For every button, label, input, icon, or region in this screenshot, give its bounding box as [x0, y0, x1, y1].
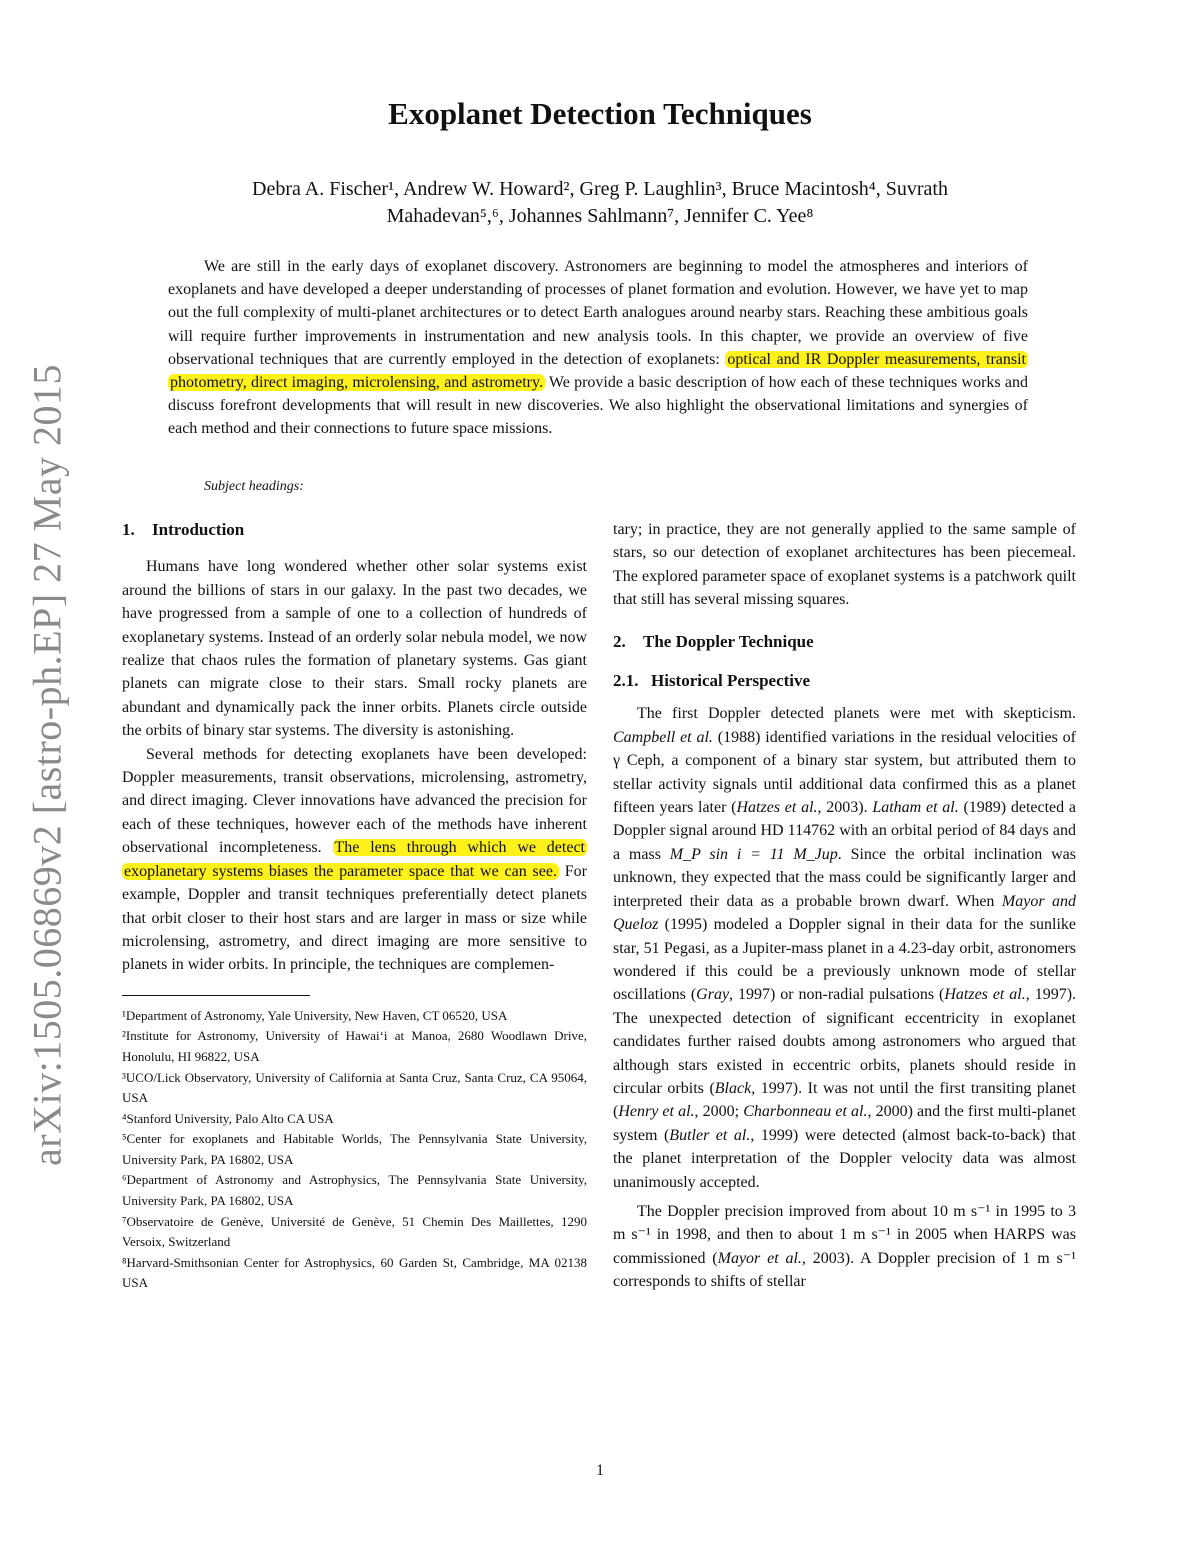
abstract-text-2: We provide a basic description of how each of these techniques works and discuss forefront developments that will result in new discoveries. We also highlight the observational limitations and synergies of each method and their connections to future space missions. [168, 374, 1028, 438]
abstract-text-1: We are still in the early days of exoplanet discovery. Astronomers are beginning to model the atmospheres and interiors of exoplanets and have developed a deeper understanding of processes of planet formation and evolution. However, we have yet to map out the full complexity of multi-planet architectures or to detect Earth analogues around nearby stars. Reaching these ambitious goals will require further improvements in instrumentation and new analysis tools. In this chapter, we provide an overview of five observational techniques that are currently employed in the detection of exoplanets: [168, 258, 1028, 368]
citation: Mayor et al. [717, 1249, 802, 1267]
footnote: ⁵Center for exoplanets and Habitable Worlds, The Pennsylvania State University, University Park, PA 16802, USA [122, 1131, 587, 1167]
footnote: ⁴Stanford University, Palo Alto CA USA [122, 1110, 334, 1126]
citation: Charbonneau et al. [743, 1103, 868, 1121]
footnote: ¹Department of Astronomy, Yale University, New Haven, CT 06520, USA [122, 1007, 508, 1023]
math-expression: M_P sin i = 11 M_Jup [669, 845, 838, 863]
footnote: ²Institute for Astronomy, University of Hawai‘i at Manoa, 2680 Woodlawn Drive, Honolulu, HI 96822, USA [122, 1028, 587, 1064]
citation: Mayor and Queloz [613, 892, 1077, 934]
arxiv-stamp [22, 364, 72, 1166]
footnote: ³UCO/Lick Observatory, University of California at Santa Cruz, Santa Cruz, CA 95064, USA [122, 1069, 587, 1106]
author-line-1: Debra A. Fischer¹, Andrew W. Howard², Greg P. Laughlin³, Bruce Macintosh⁴, Suvrath [252, 178, 948, 200]
citation: Gray [696, 986, 730, 1004]
right-column [613, 518, 1076, 1294]
footnote-divider [122, 995, 310, 996]
subsection-heading-historical: 2.1. Historical Perspective [613, 671, 811, 691]
paper-title: Exoplanet Detection Techniques [388, 96, 812, 131]
arxiv-stamp-text: arXiv:1505.06869v2 [astro-ph.EP] 27 May 2015 [24, 364, 70, 1166]
abstract-highlight: optical and IR Doppler measurements, transit photometry, direct imaging, microlensing, and astrometry. [170, 350, 1027, 392]
footnotes [122, 1006, 587, 1294]
citation: Latham et al. [872, 799, 959, 817]
citation: Hatzes et al. [944, 986, 1026, 1004]
citation: Henry et al. [618, 1103, 695, 1121]
historical-paragraph-1: The first Doppler detected planets were met with skepticism. Campbell et al. (1988) identified variations in the residual velocities of γ Ceph, a component of a binary star system, but attributed them to stellar activity signals until additional data confirmed this as a planet fifteen years later (Hatzes et al., 2003). Latham et al. (1989) detected a Doppler signal around HD 114762 with an orbital period of 84 days and a mass M_P sin i = 11 M_Jup. Since the orbital inclination was unknown, they expected that the mass could be significantly larger and interpreted their data as a probable brown dwarf. When Mayor and Queloz (1995) modeled a Doppler signal in their data for the sunlike star, 51 Pegasi, as a Jupiter-mass planet in a 4.23-day orbit, astronomers wondered if this could be a previously unknown mode of stellar oscillations (Gray, 1997) or non-radial pulsations (Hatzes et al., 1997). The unexpected detection of significant eccentricity in exoplanet candidates further raised doubts among astronomers who argued that although stars existed in eccentric orbits, planets should reside in circular orbits (Black, 1997). It was not until the first transiting planet (Henry et al., 2000; Charbonneau et al., 2000) and the first multi-planet system (Butler et al., 1999) were detected (almost back-to-back) that the planet interpretation of the Doppler velocity data was almost unanimously accepted. [613, 705, 1077, 1191]
citation: Butler et al. [669, 1126, 751, 1144]
abstract [168, 255, 1028, 441]
section-heading-introduction: 1. Introduction [122, 520, 245, 539]
citation: Hatzes et al. [736, 799, 818, 817]
subject-headings: Subject headings: [204, 479, 304, 494]
citation: Black [714, 1079, 752, 1097]
author-line-2: Mahadevan⁵,⁶, Johannes Sahlmann⁷, Jennifer C. Yee⁸ [386, 205, 814, 227]
historical-paragraph-2: The Doppler precision improved from about 10 m s⁻¹ in 1995 to 3 m s⁻¹ in 1998, and then to about 1 m s⁻¹ in 2005 when HARPS was commissioned (Mayor et al., 2003). A Doppler precision of 1 m s⁻¹ corresponds to shifts of stellar [613, 1202, 1077, 1291]
left-column [122, 518, 587, 1294]
intro-highlight: The lens through which we detect exoplanetary systems biases the parameter space that we can see. [124, 839, 586, 880]
footnote: ⁶Department of Astronomy and Astrophysics, The Pennsylvania State University, University Park, PA 16802, USA [122, 1172, 587, 1209]
citation: Campbell et al. [613, 728, 713, 746]
intro-paragraph-1: Humans have long wondered whether other solar systems exist around the billions of stars in our galaxy. In the past two decades, we have progressed from a sample of one to a collection of hundreds of exoplanetary systems. Instead of an orderly solar nebula model, we now realize that chaos rules the formation of planetary systems. Gas giant planets can migrate close to their stars. Small rocky planets are abundant and dynamically pack the inner orbits. Planets circle outside the orbits of binary star systems. The diversity is astonishing. [122, 558, 587, 740]
footnote: ⁸Harvard-Smithsonian Center for Astrophysics, 60 Garden St, Cambridge, MA 02138 USA [122, 1254, 587, 1291]
section-heading-doppler: 2. The Doppler Technique [613, 631, 814, 651]
footnote: ⁷Observatoire de Genève, Université de Genève, 51 Chemin Des Maillettes, 1290 Versoix, Switzerland [122, 1213, 587, 1250]
author-list [150, 176, 1050, 230]
page-number: 1 [596, 1462, 604, 1479]
intro-paragraph-continued: tary; in practice, they are not generally applied to the same sample of stars, so our detection of exoplanet architectures has been piecemeal. The explored parameter space of exoplanet systems is a patchwork quilt that still has several missing squares. [613, 521, 1076, 609]
intro-paragraph-2: Several methods for detecting exoplanets have been developed: Doppler measurements, transit observations, microlensing, astrometry, and direct imaging. Clever innovations have advanced the precision for each of these techniques, however each of the methods have inherent observational incompleteness. The lens through which we detect exoplanetary systems biases the parameter space that we can see. For example, Doppler and transit techniques preferentially detect planets that orbit closer to their host stars and are larger in mass or size while microlensing, astrometry, and direct imaging are more sensitive to planets in wider orbits. In principle, the techniques are complemen- [122, 745, 587, 974]
